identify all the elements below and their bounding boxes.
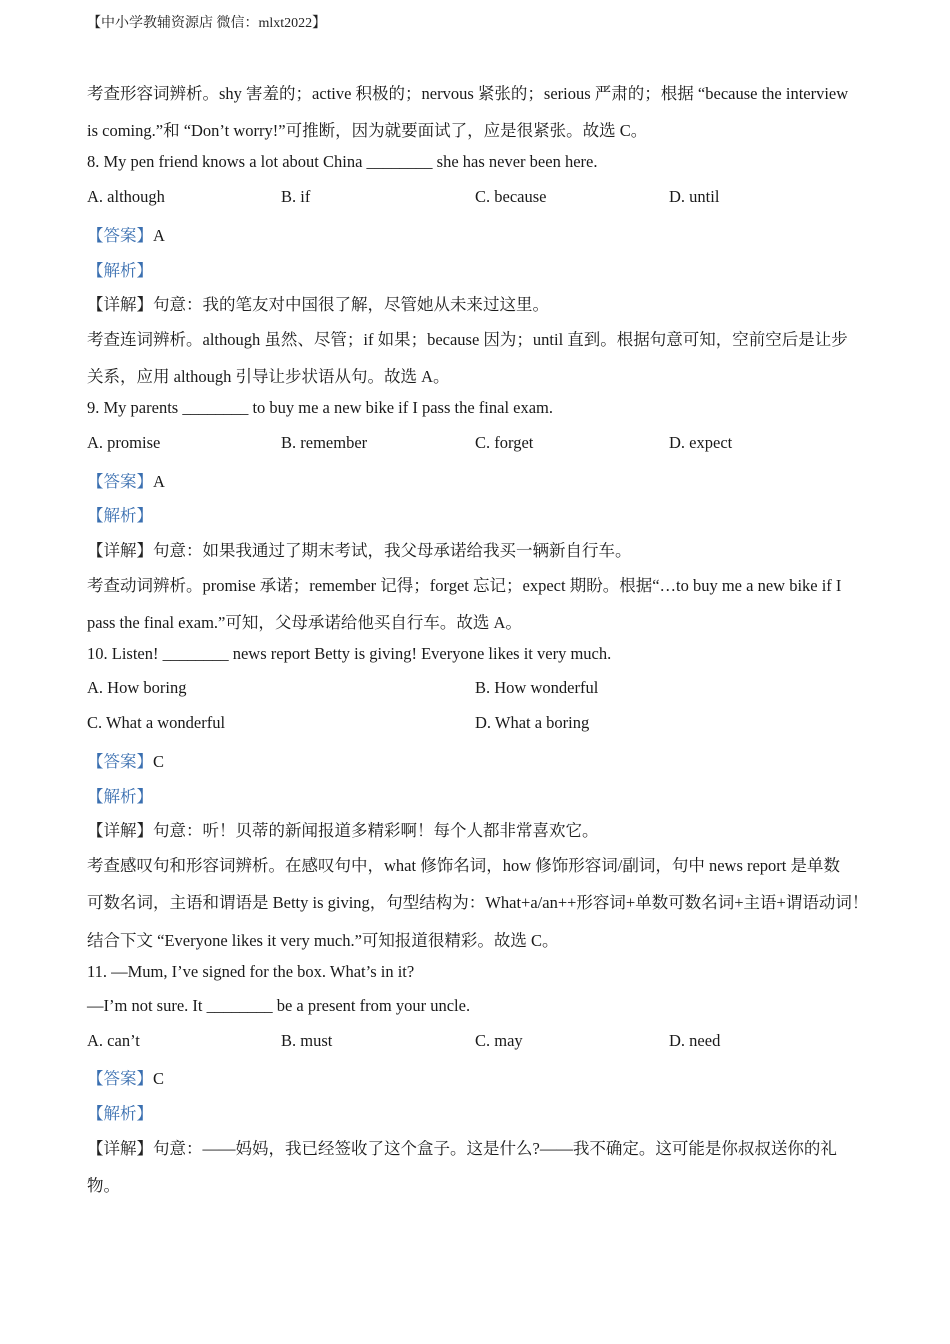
analysis-tag: 【解析】 (87, 787, 153, 806)
q10-analysis-tag (87, 783, 153, 807)
q8-option-d: D. until (669, 187, 720, 206)
q11-answer (87, 1065, 164, 1089)
q8-option-b: B. if (281, 187, 311, 206)
q10-answer-value: C (153, 752, 165, 771)
q11-detail-line-2: 物。 (87, 1176, 120, 1195)
q8-option-c: C. because (475, 187, 547, 206)
q11-stem-line-2: —I’m not sure. It ________ be a present from your uncle. (87, 996, 471, 1015)
q11-answer-value: C (153, 1069, 165, 1088)
detail-tag: 【详解】 (87, 295, 153, 314)
q11-option-b: B. must (281, 1031, 333, 1050)
q8-stem: 8. My pen friend knows a lot about China ________ she has never been here. (87, 152, 598, 171)
answer-tag: 【答案】 (87, 226, 153, 245)
q7-explanation-line-1: 考查形容词辨析。shy 害羞的；active 积极的；nervous 紧张的；serious 严肃的；根据 “because the interview (87, 84, 849, 103)
q10-option-b: B. How wonderful (475, 678, 599, 697)
q10-option-d: D. What a boring (475, 713, 590, 732)
q9-explanation-line-1: 考查动词辨析。promise 承诺；remember 记得；forget 忘记；expect 期盼。根据“…to buy me a new bike if I (87, 576, 842, 595)
q8-detail-text: 句意：我的笔友对中国很了解，尽管她从未来过这里。 (153, 295, 549, 314)
q9-detail-text: 句意：如果我通过了期末考试，我父母承诺给我买一辆新自行车。 (153, 541, 632, 560)
q11-option-d: D. need (669, 1031, 721, 1050)
q10-answer (87, 748, 164, 772)
analysis-tag: 【解析】 (87, 506, 153, 525)
q11-option-a: A. can’t (87, 1031, 140, 1050)
q9-option-c: C. forget (475, 433, 534, 452)
q10-explanation-line-2: 可数名词，主语和谓语是 Betty is giving，句型结构为：What+a/an++形容词+单数可数名词+主语+谓语动词！ (87, 893, 869, 912)
q9-answer-value: A (153, 472, 165, 491)
answer-tag: 【答案】 (87, 472, 153, 491)
q8-answer (87, 222, 165, 246)
q11-detail-text: 句意：——妈妈，我已经签收了这个盒子。这是什么?——我不确定。这可能是你叔叔送你的礼 (153, 1139, 837, 1158)
detail-tag: 【详解】 (87, 821, 153, 840)
q9-explanation-line-2: pass the final exam.”可知，父母承诺给他买自行车。故选 A。 (87, 613, 522, 632)
q10-detail-text: 句意：听！贝蒂的新闻报道多精彩啊！每个人都非常喜欢它。 (153, 821, 599, 840)
q7-explanation-line-2: is coming.”和 “Don’t worry!”可推断，因为就要面试了，应是很紧张。故选 C。 (87, 121, 648, 140)
q11-analysis-tag (87, 1100, 153, 1124)
q11-stem-line-1: 11. —Mum, I’ve signed for the box. What’s in it? (87, 962, 415, 981)
detail-tag: 【详解】 (87, 1139, 153, 1158)
q10-detail (87, 817, 599, 841)
q9-option-b: B. remember (281, 433, 368, 452)
analysis-tag: 【解析】 (87, 261, 153, 280)
q9-answer (87, 468, 165, 492)
page-header: 【中小学教辅资源店 微信：mlxt2022】 (87, 16, 327, 31)
q8-option-a: A. although (87, 187, 165, 206)
q8-explanation-line-1: 考查连词辨析。although 虽然、尽管；if 如果；because 因为；until 直到。根据句意可知，空前空后是让步 (87, 330, 848, 349)
answer-tag: 【答案】 (87, 1069, 153, 1088)
q11-option-c: C. may (475, 1031, 523, 1050)
answer-tag: 【答案】 (87, 752, 153, 771)
q9-stem: 9. My parents ________ to buy me a new bike if I pass the final exam. (87, 398, 554, 417)
q8-explanation-line-2: 关系，应用 although 引导让步状语从句。故选 A。 (87, 367, 450, 386)
q10-option-c: C. What a wonderful (87, 713, 226, 732)
detail-tag: 【详解】 (87, 541, 153, 560)
q8-answer-value: A (153, 226, 165, 245)
analysis-tag: 【解析】 (87, 1104, 153, 1123)
q11-detail (87, 1135, 837, 1159)
q10-explanation-line-1: 考查感叹句和形容词辨析。在感叹句中，what 修饰名词，how 修饰形容词/副词，句中 news report 是单数 (87, 856, 841, 875)
q10-stem: 10. Listen! ________ news report Betty is giving! Everyone likes it very much. (87, 644, 612, 663)
q10-option-a: A. How boring (87, 678, 187, 697)
q9-analysis-tag (87, 502, 153, 526)
q9-option-d: D. expect (669, 433, 733, 452)
q9-option-a: A. promise (87, 433, 161, 452)
q8-analysis-tag (87, 257, 153, 281)
q9-detail (87, 537, 632, 561)
q10-explanation-line-3: 结合下文 “Everyone likes it very much.”可知报道很精彩。故选 C。 (87, 931, 559, 950)
q8-detail (87, 291, 549, 315)
